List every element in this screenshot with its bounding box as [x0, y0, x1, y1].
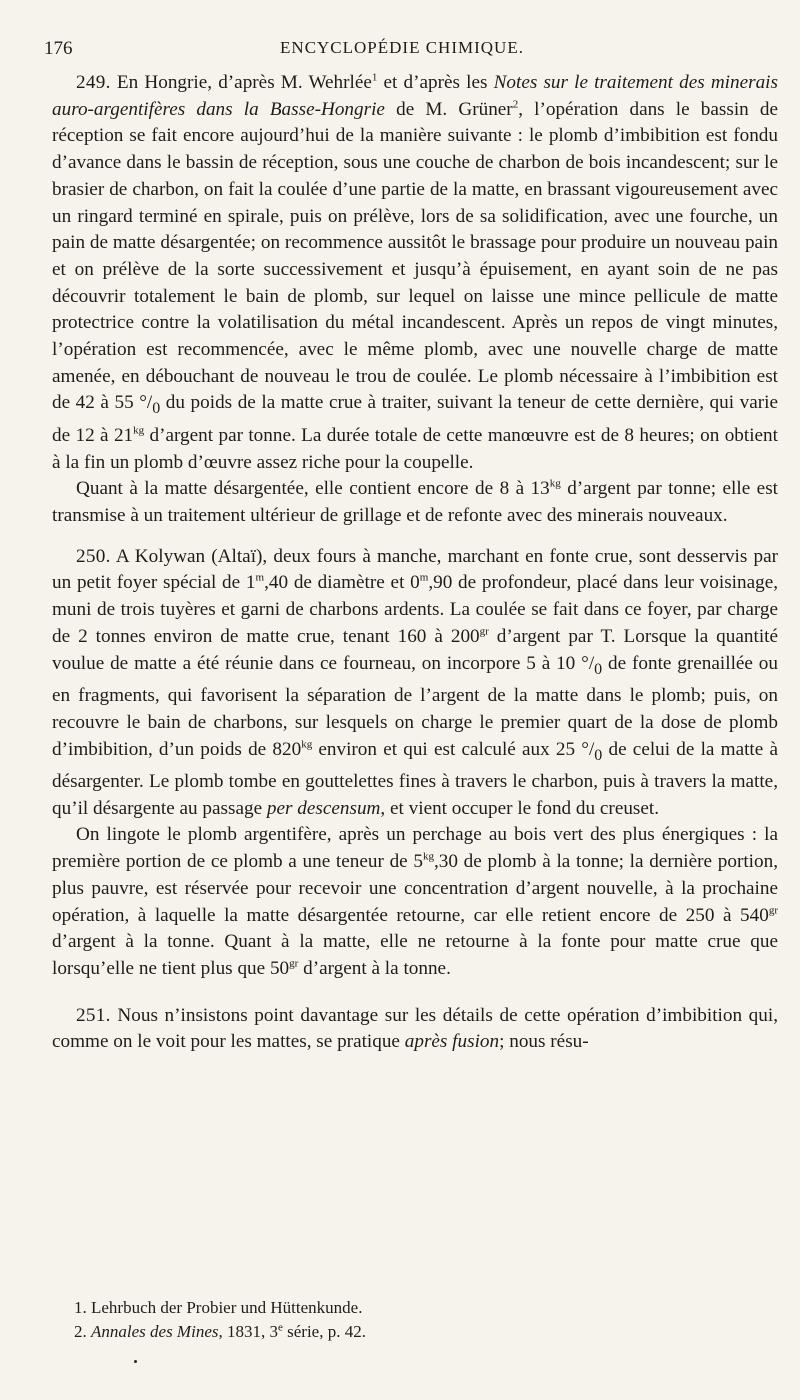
section-number: 249. [76, 72, 111, 93]
running-head: ENCYCLOPÉDIE CHIMIQUE. [280, 38, 524, 57]
italic-term: per descensum [266, 797, 381, 819]
body-text [52, 70, 778, 1056]
footnotes [74, 1296, 754, 1344]
paragraph-251: 251. Nous n’insistons point davantage sur les détails de cette opération d’imbibition qui, comme on le voit pour les mattes, se pratique après fusion; nous résu- [52, 1004, 778, 1053]
footnote-ref: 1 [371, 71, 378, 84]
italic-term: après fusion [404, 1031, 500, 1053]
footnote-ref: 2 [512, 98, 519, 111]
section-number: 251. [76, 1004, 111, 1026]
page-number: 176 [44, 38, 73, 59]
section-number: 250. [76, 545, 111, 567]
footnote-1: 1. Lehrbuch der Probier und Hüttenkunde. [74, 1298, 363, 1317]
paragraph-249: 249. En Hongrie, d’après M. Wehrlée$^1$ et d’après les Notes sur le traitement des minerais auro-argentifères dans la Basse-Hongrie de M. Grüner$^2$, l’opération dans le bassin de réception se fait encore aujourd’hui de la manière suivante : le plomb d’imbibition est fondu d’avance dans le bassin de réception, sous une couche de charbon de bois incandescent; sur le brasier de charbon, on fait la coulée d’une partie de la matte, en brassant vigoureusement avec un ringard terminé en spirale, puis on prélève, lors de sa solidification, avec une fourche, un pain de matte désargentée; on recommence aussitôt le brassage pour produire un nouveau pain et on prélève de la sorte successivement et jusqu’à épuisement, en ayant soin de ne pas découvrir totalement le bain de plomb, sur lequel on laisse une mince pellicule de matte protectrice contre la volatilisation du métal incandescent. Après un repos de vingt minutes, l’opération est recommencée, avec le même plomb, avec une nouvelle charge de matte amenée, en débouchant de nouveau le trou de coulée. Le plomb nécessaire à l’imbibition est de 42 à 55 $^\circ/_0$ du poids de la matte crue à traiter, suivant la teneur de cette dernière, qui varie de 12 à $21^{kg}$ d’argent par tonne. La durée totale de cette manœuvre est de 8 heures; on obtient à la fin un plomb d’œuvre assez riche pour la coupelle. [52, 71, 779, 473]
paragraph-249-continued: Quant à la matte désargentée, elle contient encore de 8 à $13^{kg}$ d’argent par tonne; elle est transmise à un traitement ultérieur de grillage et de refonte avec des minerais nouveaux. [52, 477, 778, 527]
page-header [44, 38, 760, 66]
italic-title: Notes sur le traitement des minerais auro-argentifères dans la Basse-Hongrie [52, 72, 778, 120]
paragraph-250: 250. A Kolywan (Altaï), deux fours à manche, marchant en fonte crue, sont desservis par un petit foyer spécial de 1$^m$,40 de diamètre et 0$^m$,90 de profondeur, placé dans leur voisinage, muni de trois tuyères et garni de charbons ardents. La coulée se fait dans ce foyer, par charge de 2 tonnes environ de matte crue, tenant 160 à $200^{gr}$ d’argent par T. Lorsque la quantité voulue de matte a été réunie dans ce fourneau, on incorpore 5 à 10 $^\circ/_0$ de fonte grenaillée ou en fragments, qui favorisent la séparation de l’argent de la matte dans le plomb; puis, on recouvre le bain de charbons, sur lesquels on charge le premier quart de la dose de plomb d’imbibition, d’un poids de $820^{kg}$ environ et qui est calculé aux 25 $^\circ/_0$ de celui de la matte à désargenter. Le plomb tombe en gouttelettes fines à travers le charbon, puis à travers la matte, qu’il désargente au passage per descensum, et vient occuper le fond du creuset. [52, 545, 779, 819]
paragraph-250-continued: On lingote le plomb argentifère, après un perchage au bois vert des plus énergiques : la première portion de ce plomb a une teneur de $5^{kg},30$ de plomb à la tonne; la dernière portion, plus pauvre, est réservée pour recevoir une concentration d’argent nouvelle, à la prochaine opération, à laquelle la matte désargentée retourne, car elle retient encore de 250 à $540^{gr}$ d’argent à la tonne. Quant à la matte, elle ne retourne à la fonte pour matte crue que lorsqu’elle ne tient plus que $50^{gr}$ d’argent à la tonne. [52, 824, 778, 979]
footnote-2: 2. Annales des Mines, 1831, 3e série, p. 42. [74, 1321, 366, 1341]
ink-speck [134, 1360, 137, 1363]
